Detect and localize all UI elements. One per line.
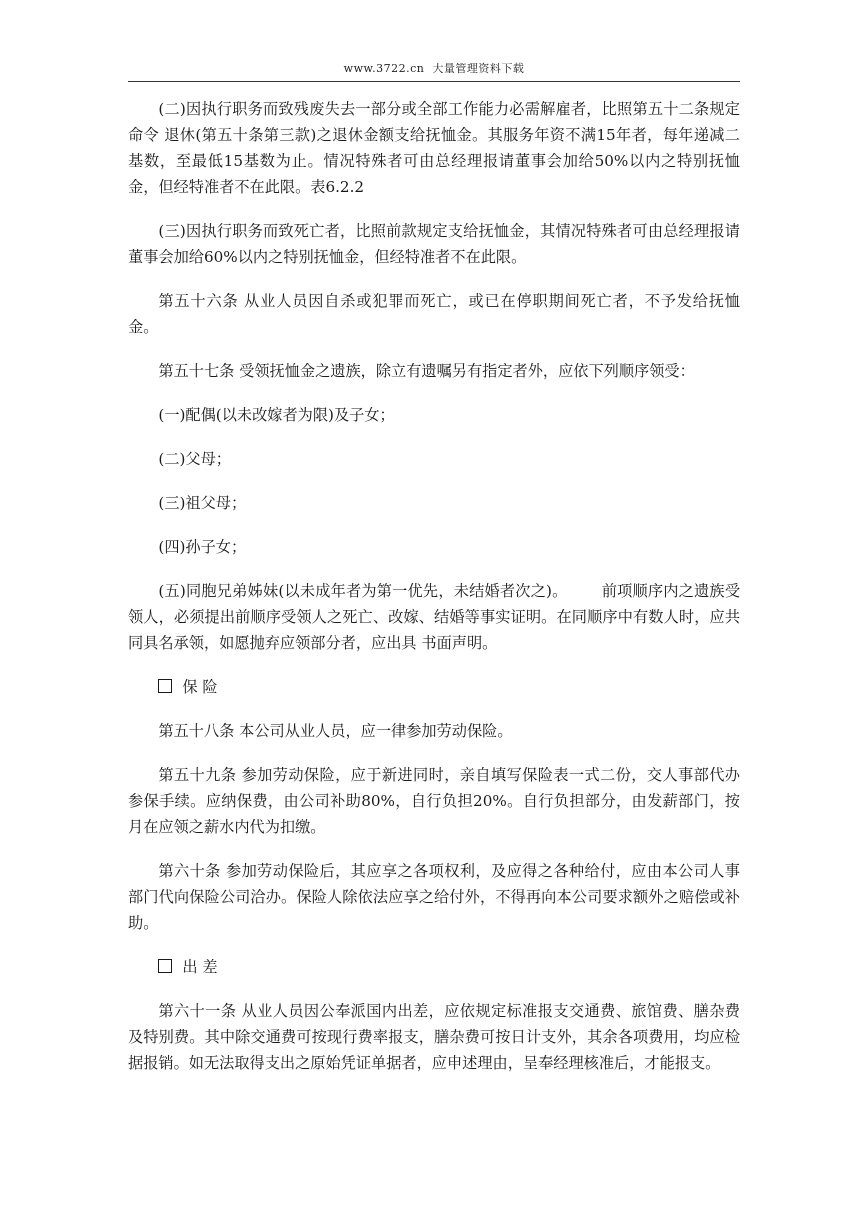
paragraph: (三)祖父母； (158, 494, 247, 512)
header-rule (128, 81, 740, 82)
section-title: 出 差 (182, 958, 218, 976)
header-tagline: 大量管理资料下载 (432, 62, 525, 75)
header-site: www.3722.cn (343, 62, 425, 75)
paragraph-part: 前项顺序内之遗族受领人，必须提出前顺序受领人之死亡、改嫁、结婚等事实证明。在同顺序中有数人时，应共同具名承领，如愿抛弃应领部分者，应出具 书面声明。 (128, 582, 741, 652)
paragraph: (二)父母； (158, 450, 231, 468)
paragraph: (一)配偶(以未改嫁者为限)及子女； (158, 406, 395, 424)
section-heading-insurance (128, 674, 740, 700)
paragraph: 第六十条 参加劳动保险后，其应享之各项权利，及应得之各种给付，应由本公司人事部门代向保险公司洽办。保险人除依法应享之给付外，不得再向本公司要求额外之赔偿或补助。 (128, 862, 740, 932)
paragraph: 第五十八条 本公司从业人员，应一律参加劳动保险。 (158, 722, 513, 740)
paragraph-part: (五)同胞兄弟姊妹(以未成年者为第一优先，未结婚者次之)。 (158, 582, 568, 600)
paragraph: 第五十七条 受领抚恤金之遗族，除立有遗嘱另有指定者外，应依下列顺序领受： (158, 362, 695, 380)
document-body (128, 96, 740, 1094)
section-title: 保 险 (182, 678, 218, 696)
paragraph: 第五十九条 参加劳动保险，应于新进同时，亲自填写保险表一式二份，交人事部代办参保手续。应纳保费，由公司补助80%，自行负担20%。自行负担部分，由发薪部门，按月在应领之薪水内代为扣缴。 (128, 766, 740, 836)
section-heading-business-trip (128, 954, 740, 980)
checkbox-square-icon (158, 679, 172, 693)
page-header (128, 60, 740, 76)
paragraph: (四)孙子女； (158, 538, 247, 556)
checkbox-square-icon (158, 959, 172, 973)
paragraph: 第五十六条 从业人员因自杀或犯罪而死亡，或已在停职期间死亡者，不予发给抚恤金。 (128, 292, 740, 336)
paragraph: (三)因执行职务而致死亡者，比照前款规定支给抚恤金，其情况特殊者可由总经理报请董事会加给60%以内之特别抚恤金，但经特准者不在此限。 (128, 222, 740, 266)
paragraph: (二)因执行职务而致残废失去一部分或全部工作能力必需解雇者，比照第五十二条规定命令 退休(第五十条第三款)之退休金额支给抚恤金。其服务年资不满15年者，每年递减二基数，至最低15基数为止。情况特殊者可由总经理报请董事会加给50%以内之特别抚恤金，但经特准者不在此限。表6.2.2 (128, 100, 740, 196)
paragraph (128, 578, 740, 656)
paragraph: 第六十一条 从业人员因公奉派国内出差，应依规定标准报支交通费、旅馆费、膳杂费及特别费。其中除交通费可按现行费率报支，膳杂费可按日计支外，其余各项费用，均应检据报销。如无法取得支出之原始凭证单据者，应申述理由，呈奉经理核准后，才能报支。 (128, 1002, 740, 1072)
